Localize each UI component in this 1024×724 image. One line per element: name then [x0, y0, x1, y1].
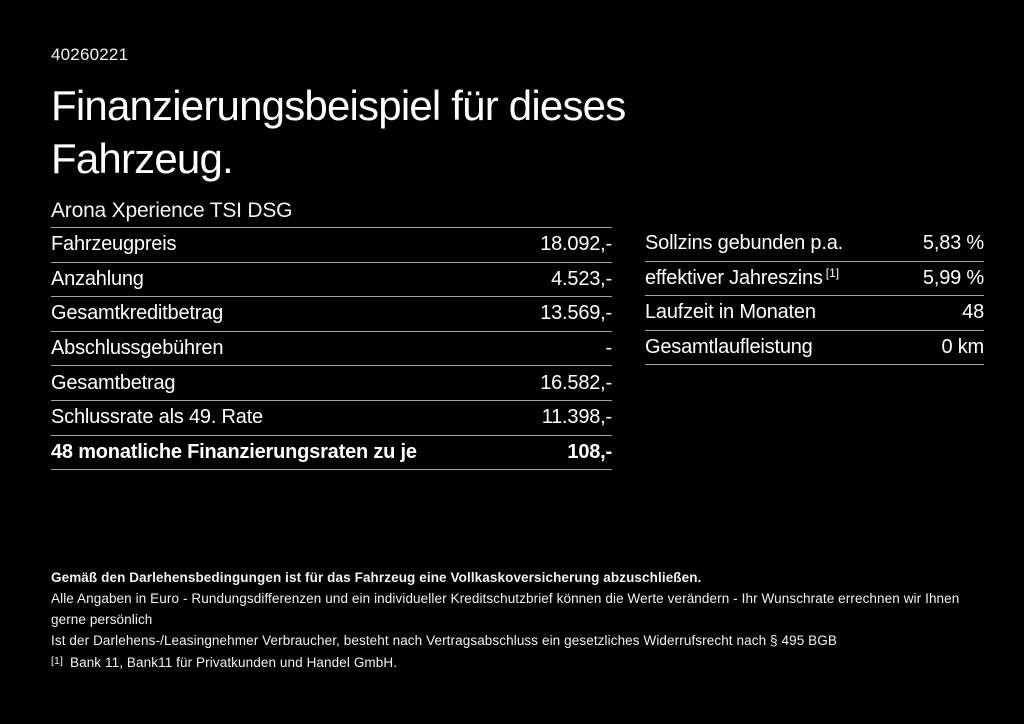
row-label: Sollzins gebunden p.a.	[645, 232, 843, 255]
page-title	[51, 79, 984, 185]
row-value: 16.582,-	[540, 371, 612, 394]
row-value: 11.398,-	[541, 406, 612, 429]
row-label: 48 monatliche Finanzierungsraten zu je	[51, 440, 417, 463]
table-row-gesamtbetrag	[51, 366, 612, 401]
table-row-gesamtkreditbetrag	[51, 297, 612, 332]
page-title-line1: Finanzierungsbeispiel für dieses	[51, 82, 626, 129]
row-label	[645, 266, 839, 290]
insurance-note: Gemäß den Darlehensbedingungen ist für das Fahrzeug eine Vollkaskoversicherung abzuschließen.	[51, 570, 702, 586]
footnote-marker: [1]	[51, 655, 63, 668]
row-value: 5,99 %	[922, 266, 984, 289]
row-label: Gesamtbetrag	[51, 371, 176, 394]
row-label: Gesamtkreditbetrag	[51, 302, 224, 325]
table-row-monatsrate	[51, 436, 612, 471]
row-label: Abschlussgebühren	[51, 337, 224, 360]
row-value: 108,-	[567, 440, 612, 463]
row-value: 5,83 %	[922, 232, 984, 255]
row-value: 13.569,-	[540, 302, 612, 325]
footnote-text: Bank 11, Bank11 für Privatkunden und Handel GmbH.	[69, 655, 398, 671]
footnote-reference-mark: [1]	[825, 266, 840, 281]
disclaimer-line2: Ist der Darlehens-/Leasingnehmer Verbraucher, besteht nach Vertragsabschluss ein gesetzliches Widerrufsrecht nach § 495 BGB	[51, 633, 837, 649]
row-label-text: effektiver Jahreszins	[645, 267, 823, 290]
table-row-anzahlung	[51, 263, 612, 298]
table-row-laufzeit	[645, 296, 984, 331]
table-row-effektiver-jahreszins	[645, 262, 984, 297]
row-label: Schlussrate als 49. Rate	[51, 406, 263, 429]
financing-conditions-table	[645, 227, 984, 470]
row-value: 48	[962, 301, 984, 324]
page-title-line2: Fahrzeug.	[51, 135, 233, 182]
table-row-abschlussgebuehren	[51, 332, 612, 367]
table-row-gesamtlaufleistung	[645, 331, 984, 366]
row-label: Laufzeit in Monaten	[645, 301, 816, 324]
table-row-schlussrate	[51, 401, 612, 436]
table-row-fahrzeugpreis	[51, 228, 612, 263]
footnote-bank11	[51, 651, 984, 673]
row-label: Gesamtlaufleistung	[645, 336, 813, 359]
vehicle-name: Arona Xperience TSI DSG	[51, 199, 293, 222]
row-value: -	[605, 337, 612, 360]
row-label: Anzahlung	[51, 267, 144, 290]
row-value: 18.092,-	[540, 233, 612, 256]
content-area	[51, 0, 984, 673]
financing-amounts-table	[51, 227, 612, 470]
legal-footer	[51, 567, 984, 673]
row-label: Fahrzeugpreis	[51, 233, 177, 256]
reference-number: 40260221	[51, 45, 129, 64]
row-value: 4.523,-	[551, 267, 612, 290]
row-value: 0 km	[941, 336, 984, 359]
financing-tables	[51, 227, 984, 470]
disclaimer-line1: Alle Angaben in Euro - Rundungsdifferenzen und ein individueller Kreditschutzbrief können die Werte verändern - Ihr Wunschrate errechnen wir Ihnen gerne persönlich	[51, 591, 960, 628]
table-row-sollzins	[645, 227, 984, 262]
